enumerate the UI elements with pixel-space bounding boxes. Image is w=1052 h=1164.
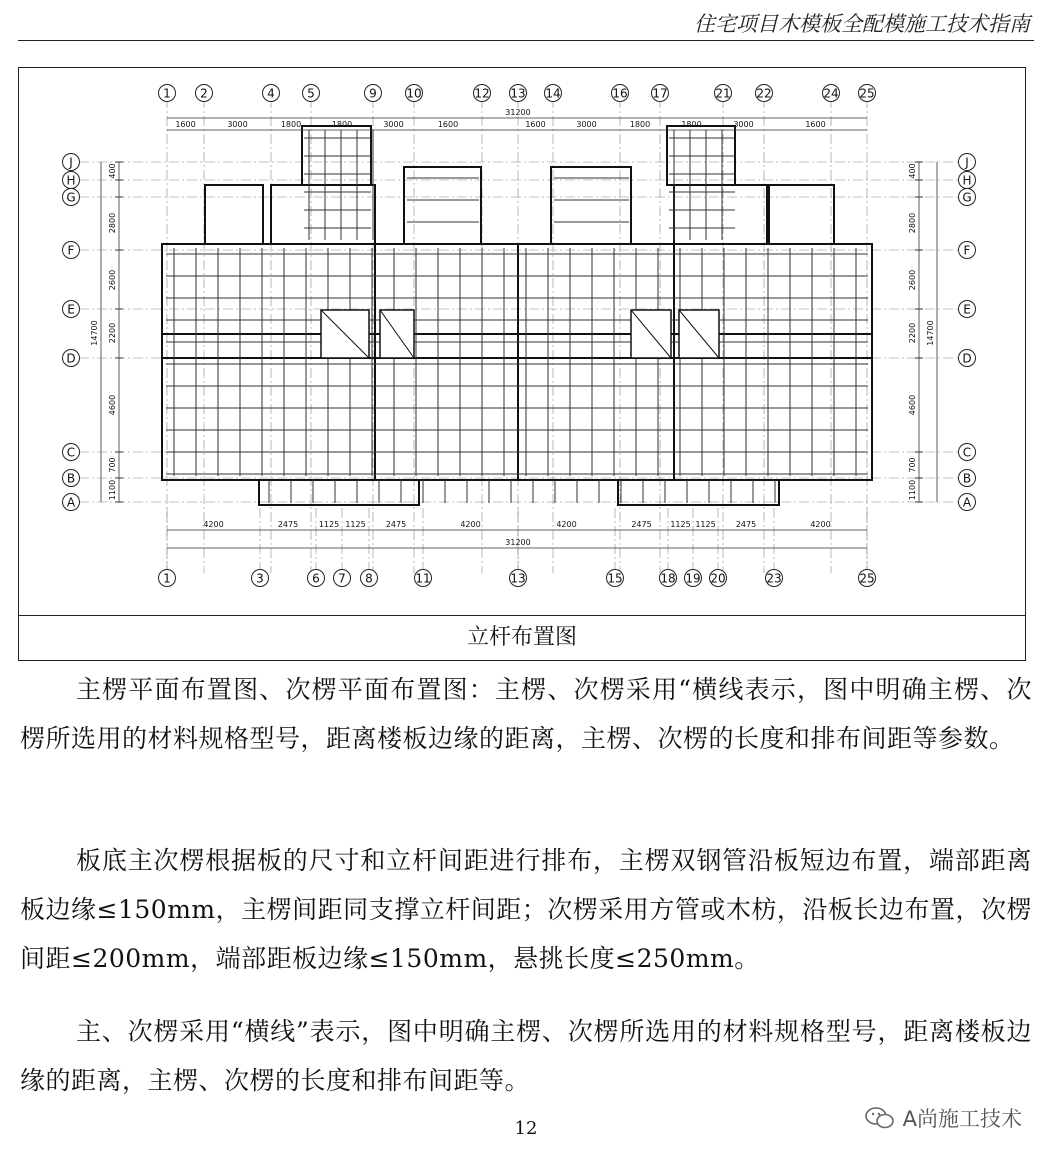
axis-top-1: 1 [163, 86, 171, 101]
right-dim-4: 4600 [908, 394, 917, 416]
axis-top-13: 13 [510, 86, 526, 101]
axis-left-C: C [66, 445, 76, 460]
slab-outline-3 [205, 185, 263, 244]
axis-left-D: D [66, 351, 76, 366]
bottom-dim-5: 4200 [460, 520, 481, 529]
pole-layout-drawing [19, 68, 1025, 616]
top-dim-9: 1800 [681, 120, 702, 129]
top-dim-11: 1600 [805, 120, 826, 129]
slab-outline-9 [551, 167, 631, 244]
axis-top-22: 22 [756, 86, 772, 101]
axis-right-A: A [962, 495, 972, 510]
top-total-dim: 31200 [505, 108, 531, 117]
right-dim-5: 700 [908, 457, 917, 473]
axis-left-J: J [69, 155, 73, 170]
axis-bottom-11: 11 [415, 571, 431, 586]
axis-top-4: 4 [267, 86, 275, 101]
right-dim-0: 400 [908, 163, 917, 179]
slab-outline-4 [271, 185, 375, 244]
axis-bottom-3: 3 [256, 571, 264, 586]
top-dim-4: 3000 [383, 120, 404, 129]
bottom-dim-4: 2475 [385, 520, 407, 529]
left-dim-4: 4600 [108, 394, 117, 416]
slab-outline-2 [259, 480, 419, 505]
top-dim-0: 1600 [175, 120, 196, 129]
slab-outline-10 [618, 480, 779, 505]
axis-bottom-23: 23 [766, 571, 782, 586]
slab-outline-1 [162, 358, 375, 480]
axis-top-16: 16 [612, 86, 628, 101]
axis-top-2: 2 [200, 86, 208, 101]
axis-left-B: B [66, 471, 76, 486]
axis-top-21: 21 [715, 86, 731, 101]
bottom-dim-10: 2475 [735, 520, 757, 529]
axis-right-B: B [962, 471, 972, 486]
top-dim-1: 3000 [227, 120, 248, 129]
left-dim-1: 2800 [108, 212, 117, 234]
left-dim-2: 2600 [108, 269, 117, 291]
top-dim-2: 1800 [280, 120, 302, 129]
slab-outline-11 [674, 244, 872, 480]
bottom-dim-6: 4200 [556, 520, 577, 529]
left-dim-3: 2200 [108, 322, 117, 344]
bottom-total-dim: 31200 [505, 538, 531, 547]
right-dim-1: 2800 [908, 212, 917, 234]
axis-top-10: 10 [406, 86, 422, 101]
axis-top-14: 14 [545, 86, 561, 101]
slab-outline-6 [375, 244, 518, 480]
left-dim-5: 700 [108, 457, 117, 473]
top-dim-10: 3000 [733, 120, 754, 129]
axis-top-17: 17 [652, 86, 668, 101]
axis-bottom-25: 25 [859, 571, 875, 586]
axis-right-E: E [963, 302, 971, 317]
axis-top-24: 24 [823, 86, 839, 101]
top-dim-5: 1600 [437, 120, 459, 129]
axis-top-5: 5 [307, 86, 315, 101]
right-dim-3: 2200 [908, 322, 917, 344]
axis-bottom-13: 13 [510, 571, 526, 586]
top-dim-8: 1800 [629, 120, 651, 129]
axis-top-12: 12 [474, 86, 490, 101]
axis-left-G: G [66, 190, 76, 205]
top-dim-7: 3000 [576, 120, 597, 129]
bottom-dim-11: 4200 [810, 520, 831, 529]
top-dim-6: 1600 [525, 120, 546, 129]
axis-top-9: 9 [369, 86, 377, 101]
figure-caption: 立杆布置图 [19, 615, 1025, 660]
axis-left-H: H [66, 173, 76, 188]
slab-outline-14 [769, 185, 834, 244]
axis-right-F: F [963, 243, 971, 258]
axis-right-H: H [962, 173, 972, 188]
bottom-dim-3: 1125 [345, 520, 366, 529]
right-total-dim: 14700 [926, 320, 935, 346]
axis-bottom-1: 1 [163, 571, 171, 586]
running-header-title: 住宅项目木模板全配模施工技术指南 [694, 12, 1030, 36]
axis-top-25: 25 [859, 86, 875, 101]
page-number: 12 [514, 1118, 538, 1139]
paragraph-1: 主楞平面布置图、次楞平面布置图：主楞、次楞采用“横线表示，图中明确主楞、次楞所选用的材料规格型号，距离楼板边缘的距离，主楞、次楞的长度和排布间距等参数。 [20, 675, 1032, 753]
paragraph-2: 板底主次楞根据板的尺寸和立杆间距进行排布，主楞双钢管沿板短边布置，端部距离板边缘≤150mm，主楞间距同支撑立杆间距；次楞采用方管或木枋，沿板长边布置，次楞间距≤200mm，端部距板边缘≤150mm，悬挑长度≤250mm。 [20, 846, 1032, 973]
left-dim-6: 1100 [108, 479, 117, 501]
slab-outline-7 [404, 167, 481, 244]
watermark [865, 1103, 1022, 1133]
axis-right-D: D [962, 351, 972, 366]
slab-outline-8 [518, 244, 674, 480]
axis-bottom-15: 15 [607, 571, 623, 586]
left-total-dim: 14700 [90, 320, 99, 346]
bottom-dim-9: 1125 [695, 520, 716, 529]
right-dim-2: 2600 [908, 269, 917, 291]
axis-right-J: J [965, 155, 969, 170]
slab-outline-13 [674, 185, 767, 244]
axis-bottom-7: 7 [338, 571, 346, 586]
header-rule [18, 40, 1034, 41]
axis-bottom-8: 8 [365, 571, 373, 586]
left-dim-0: 400 [108, 163, 117, 179]
bottom-dim-1: 2475 [277, 520, 299, 529]
bottom-dim-0: 4200 [203, 520, 224, 529]
axis-right-C: C [962, 445, 972, 460]
axis-left-A: A [66, 495, 76, 510]
top-dim-3: 1800 [331, 120, 353, 129]
axis-bottom-18: 18 [660, 571, 676, 586]
axis-bottom-20: 20 [710, 571, 726, 586]
bottom-dim-2: 1125 [318, 520, 340, 529]
axis-right-G: G [962, 190, 972, 205]
figure-frame [18, 67, 1026, 661]
watermark-text: A尚施工技术 [902, 1107, 1022, 1131]
axis-bottom-6: 6 [312, 571, 320, 586]
axis-left-E: E [67, 302, 75, 317]
right-dim-6: 1100 [908, 479, 917, 501]
axis-left-F: F [67, 243, 75, 258]
paragraph-3: 主、次楞采用“横线”表示，图中明确主楞、次楞所选用的材料规格型号，距离楼板边缘的距离，主楞、次楞的长度和排布间距等。 [20, 1017, 1032, 1095]
wechat-icon [865, 1106, 895, 1130]
bottom-dim-7: 2475 [631, 520, 652, 529]
axis-bottom-19: 19 [685, 571, 701, 586]
bottom-dim-8: 1125 [670, 520, 691, 529]
